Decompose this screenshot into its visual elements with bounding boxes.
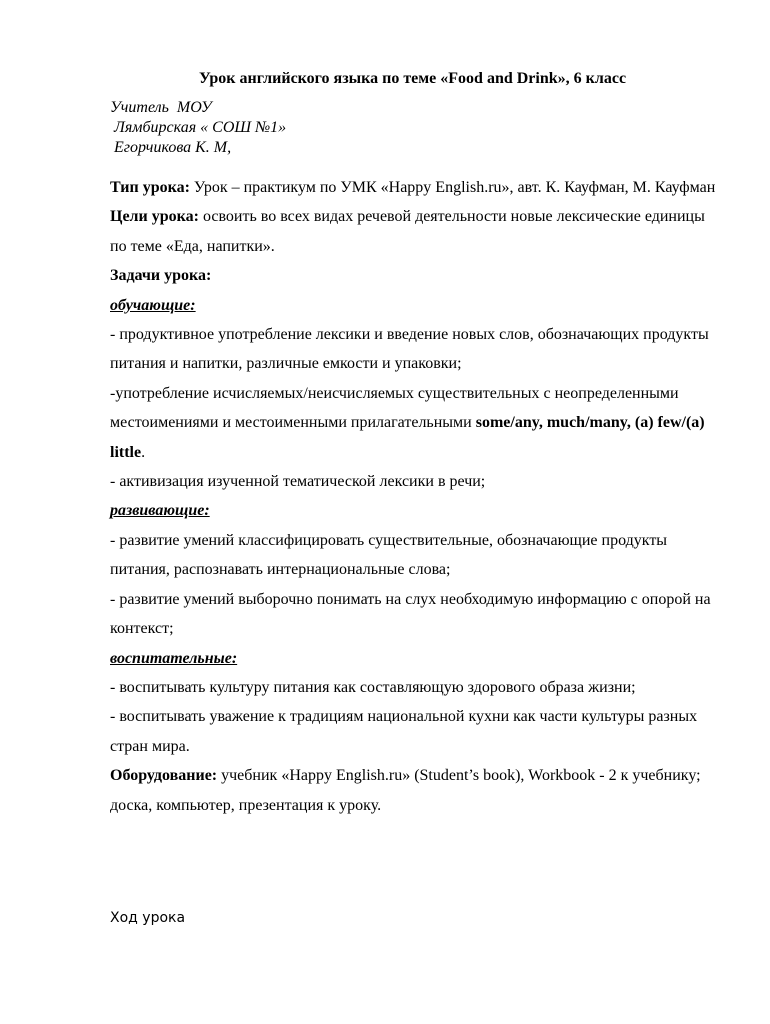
educational-section [110, 644, 725, 673]
tasks-heading [110, 261, 725, 290]
educational-heading: воспитательные: [110, 649, 238, 667]
teaching-section [110, 291, 725, 320]
developing-heading: развивающие: [110, 502, 210, 520]
teaching-item-1: - продуктивное употребление лексики и введение новых слов, обозначающих продукты питания и напитки, различные емкости и упаковки; [110, 326, 709, 373]
lesson-type [110, 173, 725, 202]
document-body [110, 173, 725, 820]
teacher-line-2: Лямбирская « СОШ №1» [110, 119, 287, 136]
educational-item-1: - воспитывать культуру питания как составляющую здорового образа жизни; [110, 678, 636, 696]
teaching-heading: обучающие: [110, 296, 196, 314]
teacher-block [110, 98, 286, 158]
lesson-type-label: Тип урока: [110, 179, 190, 196]
teaching-item-2-bold: some/any, much/many, (a) few/(a) little [110, 414, 705, 461]
educational-item-2: - воспитывать уважение к традициям национальной кухни как части культуры разных стран мира. [110, 708, 698, 755]
developing-item-2: - развитие умений выборочно понимать на слух необходимую информацию с опорой на контекст; [110, 590, 711, 638]
developing-section [110, 496, 725, 525]
lesson-type-text: Урок – практикум по УМК «Happy English.ru», авт. К. Кауфман, М. Кауфман [189, 179, 716, 196]
teaching-item-2 [110, 379, 725, 467]
equipment-text: учебник «Happy English.ru» (Student’s book), Workbook - 2 к учебнику; [217, 767, 701, 785]
lesson-goals-text: освоить во всех видах речевой деятельности новые лексические единицы по теме «Еда, напитки». [110, 208, 705, 255]
teacher-line-3: Егорчикова К. М, [110, 139, 232, 156]
teacher-line-1: Учитель МОУ [110, 99, 212, 116]
developing-item-1: - развитие умений классифицировать существительные, обозначающие продукты питания, распознавать интернациональные слова; [110, 531, 668, 579]
lesson-progress-heading: Ход урока [110, 910, 186, 926]
tasks-label: Задачи урока: [110, 267, 212, 285]
teaching-item-3: - активизация изученной тематической лексики в речи; [110, 473, 486, 491]
teaching-item-2-end: . [141, 443, 146, 461]
equipment-line-2: доска, компьютер, презентация к уроку. [110, 796, 382, 814]
lesson-goals [110, 202, 725, 261]
teaching-item-2-text: -употребление исчисляемых/неисчисляемых существительных с неопределенными местоимениями и местоименными прилагательными [110, 384, 679, 432]
lesson-goals-label: Цели урока: [110, 208, 199, 226]
equipment-label: Оборудование: [110, 767, 218, 785]
equipment [110, 761, 725, 790]
document-title: Урок английского языка по теме «Food and Drink», 6 класс [198, 70, 627, 87]
